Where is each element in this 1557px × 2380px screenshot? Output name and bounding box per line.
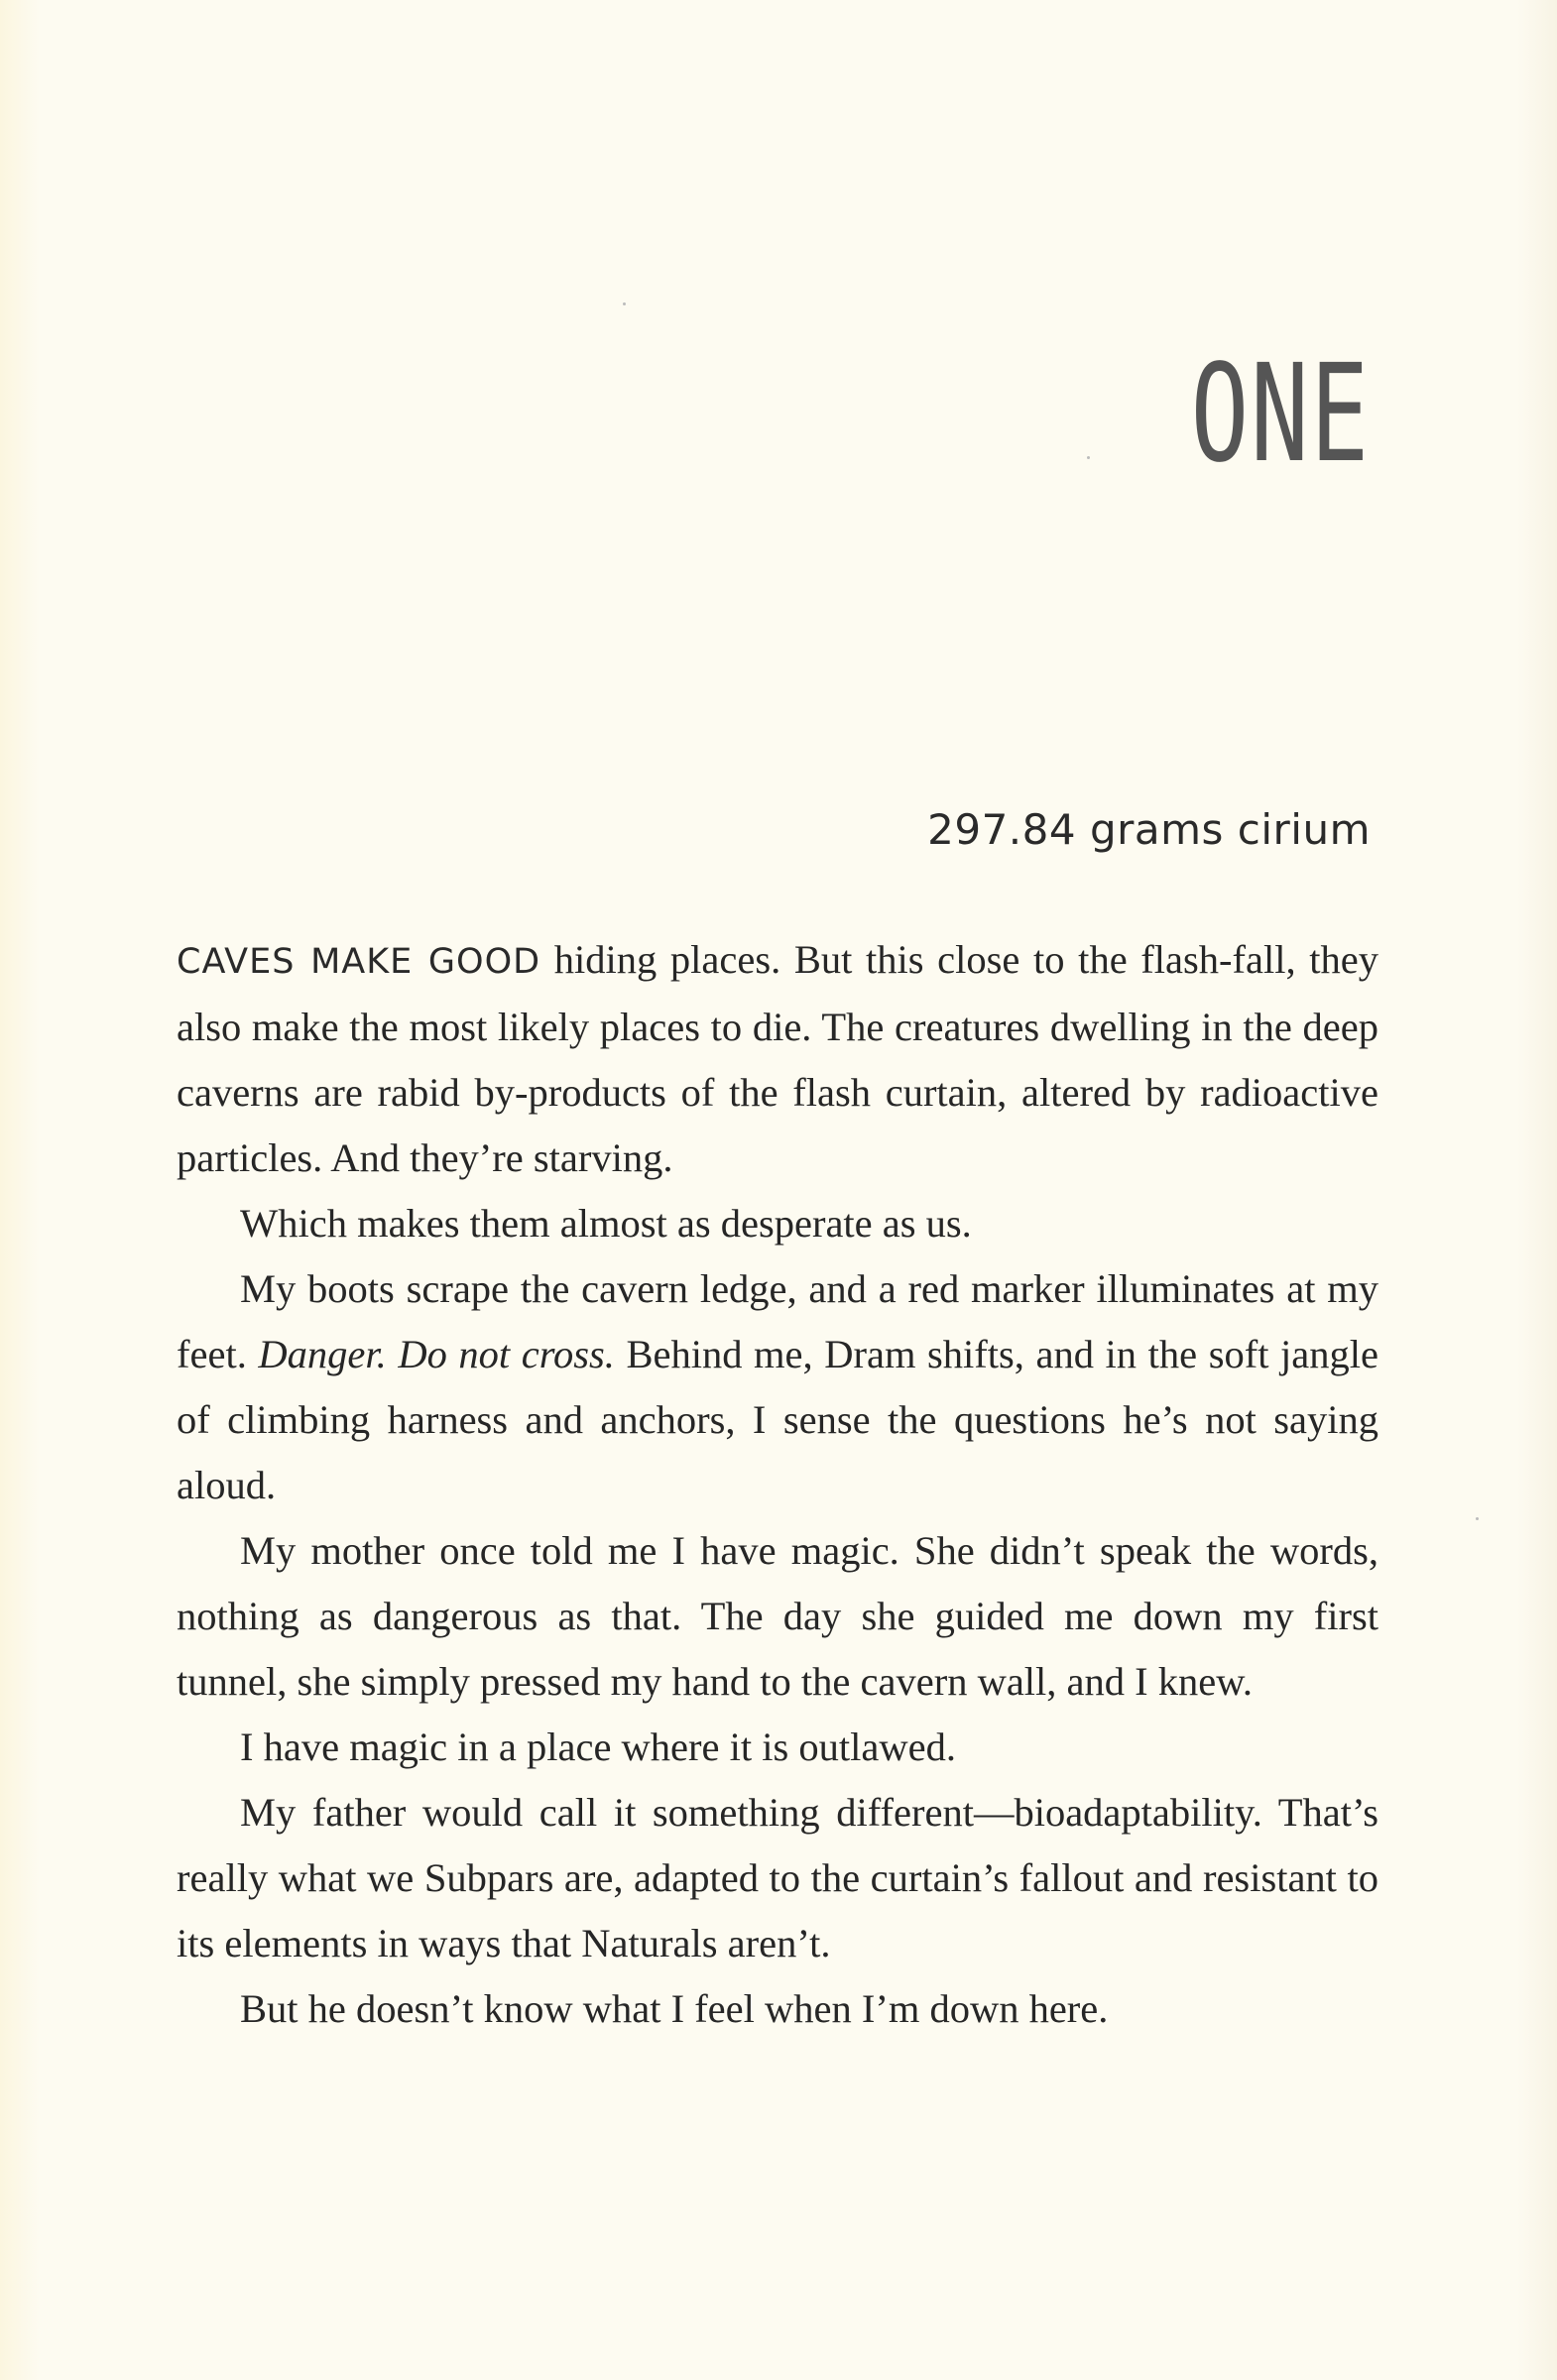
chapter-body	[177, 927, 1378, 2042]
paragraph-lead-caps: CAVES MAKE GOOD	[177, 942, 541, 982]
paragraph-text-after: Behind me, Dram shifts, and in the soft jangle of climbing harness and anchors, I sense the questions he’s not saying aloud.	[177, 1332, 1378, 1507]
paragraph-4: My mother once told me I have magic. She didn’t speak the words, nothing as dangerous as that. The day she guided me down my first tunnel, she simply pressed my hand to the cavern wall, and I knew.	[177, 1528, 1378, 1704]
paragraph-1	[177, 927, 1378, 1191]
paragraph-italic-sign: Danger. Do not cross.	[258, 1332, 615, 1376]
speck	[1087, 456, 1090, 459]
paragraph-text: hiding places. But this close to the flash-fall, they also make the most likely places to die. The creatures dwelling in the deep caverns are rabid by-products of the flash curtain, altered by radioactive particles. And they’re starving.	[177, 937, 1378, 1180]
chapter-epigraph: 297.84 grams cirium	[927, 805, 1371, 854]
paragraph-6: My father would call it something different—bioadaptability. That’s really what we Subpars are, adapted to the curtain’s fallout and resistant to its elements in ways that Naturals aren’t.	[177, 1790, 1378, 1965]
paragraph-3	[177, 1256, 1378, 1518]
paragraph-2: Which makes them almost as desperate as us.	[240, 1201, 972, 1246]
speck	[1476, 1517, 1479, 1520]
paragraph-7: But he doesn’t know what I feel when I’m down here.	[240, 1986, 1109, 2031]
speck	[623, 302, 626, 305]
chapter-title: ONE	[1190, 336, 1371, 493]
paragraph-5: I have magic in a place where it is outlawed.	[240, 1725, 956, 1769]
paragraph-text-before: My boots scrape the cavern ledge, and a red marker illuminates at my feet.	[177, 1266, 1378, 1376]
